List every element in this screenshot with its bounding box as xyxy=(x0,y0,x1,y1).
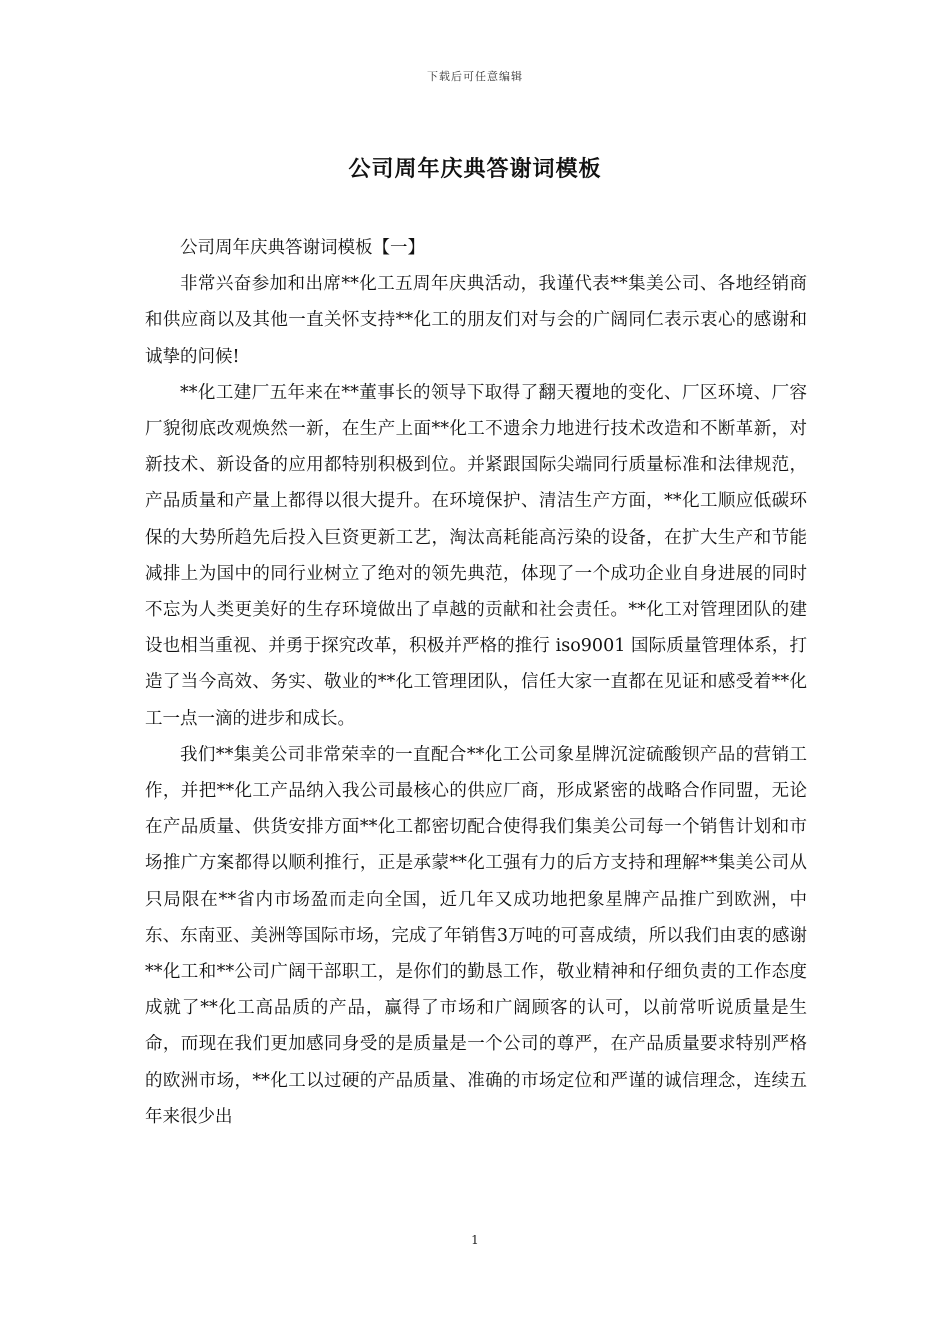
header-note: 下载后可任意编辑 xyxy=(427,70,523,83)
paragraph-achievements: **化工建厂五年来在**董事长的领导下取得了翻天覆地的变化、厂区环境、厂容厂貌彻底改观焕然一新，在生产上面**化工不遗余力地进行技术改造和不断革新，对新技术、新设备的应用都特别积极到位。并紧跟国际尖端同行质量标准和法律规范，产品质量和产量上都得以很大提升。在环境保护、清洁生产方面，**化工顺应低碳环保的大势所趋先后投入巨资更新工艺，淘汰高耗能高污染的设备，在扩大生产和节能减排上为国中的同行业树立了绝对的领先典范，体现了一个成功企业自身进展的同时不忘为人类更美好的生存环境做出了卓越的贡献和社会责任。**化工对管理团队的建设也相当重视、并勇于探究改革，积极并严格的推行 iso9001 国际质量管理体系，打造了当今高效、务实、敬业的**化工管理团队，信任大家一直都在见证和感受着**化工一点一滴的进步和成长。 xyxy=(145,382,807,729)
document-title: 公司周年庆典答谢词模板 xyxy=(348,156,602,182)
paragraph-greeting: 非常兴奋参加和出席**化工五周年庆典活动，我谨代表**集美公司、各地经销商和供应商以及其他一直关怀支持**化工的朋友们对与会的广阔同仁表示衷心的感谢和诚挚的问候! xyxy=(145,274,807,367)
document-body xyxy=(145,230,807,1135)
page-number: 1 xyxy=(471,1233,479,1247)
paragraph-cooperation: 我们**集美公司非常荣幸的一直配合**化工公司象星牌沉淀硫酸钡产品的营销工作，并把**化工产品纳入我公司最核心的供应厂商，形成紧密的战略合作同盟，无论在产品质量、供货安排方面**化工都密切配合使得我们集美公司每一个销售计划和市场推广方案都得以顺利推行，正是承蒙**化工强有力的后方支持和理解**集美公司从只局限在**省内市场盈而走向全国，近几年又成功地把象星牌产品推广到欧洲，中东、东南亚、美洲等国际市场，完成了年销售3万吨的可喜成绩，所以我们由衷的感谢**化工和**公司广阔干部职工，是你们的勤恳工作，敬业精神和仔细负责的工作态度成就了**化工高品质的产品，赢得了市场和广阔顾客的认可，以前常听说质量是生命，而现在我们更加感同身受的是质量是一个公司的尊严，在产品质量要求特别严格的欧洲市场，**化工以过硬的产品质量、准确的市场定位和严谨的诚信理念，连续五年来很少出 xyxy=(145,744,807,1127)
section-heading: 公司周年庆典答谢词模板【一】 xyxy=(180,238,425,258)
